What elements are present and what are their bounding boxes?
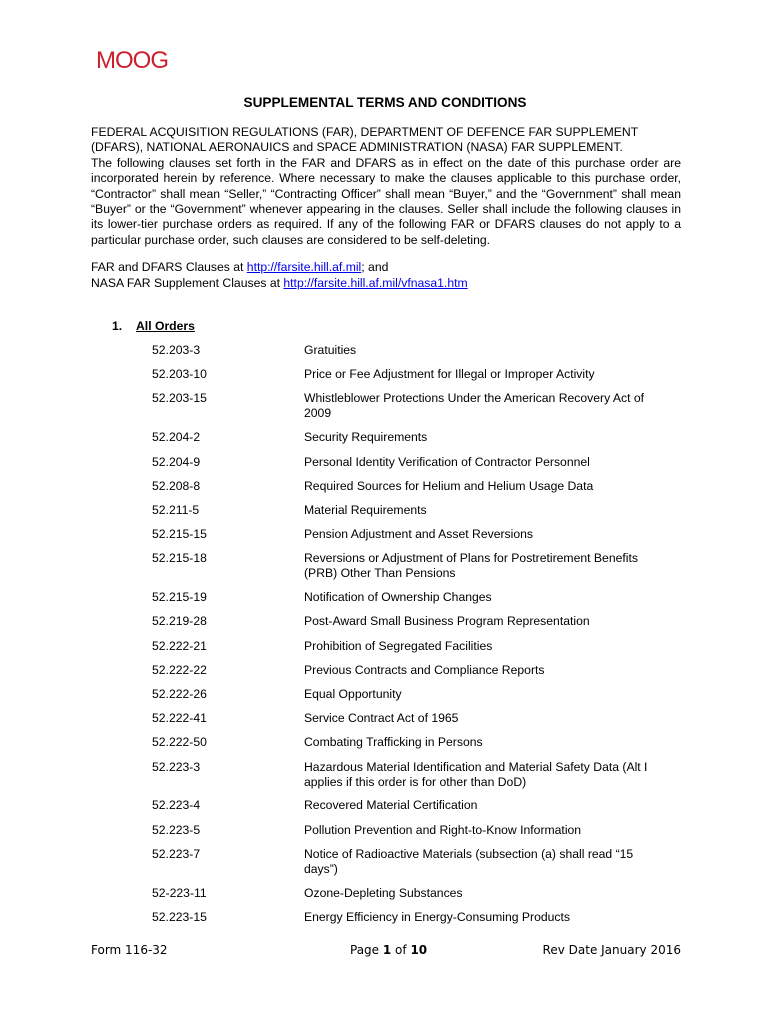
- clause-code: 52.215-19: [152, 590, 207, 604]
- clause-code: 52.204-2: [152, 430, 201, 444]
- page-indicator: [350, 943, 427, 957]
- far-link[interactable]: http://farsite.hill.af.mil: [246, 260, 362, 274]
- clause-code: 52-223-11: [152, 886, 207, 900]
- clause-description: Ozone-Depleting Substances: [304, 886, 463, 900]
- clause-code: 52.211-5: [152, 503, 200, 517]
- clause-description: Previous Contracts and Compliance Reports: [304, 663, 545, 677]
- page-footer: [91, 943, 681, 959]
- intro-paragraph: The following clauses set forth in the FAR and DFARS as in effect on the date of this purchase order are incorporated herein by reference. Where necessary to make the clauses applicable to this purchase order, “Contractor” shall mean “Seller,” “Contracting Officer” shall mean “Buyer,” and the “Government” shall mean “Buyer” or the “Government” whenever appearing in the clauses. Seller shall include the following clauses in its lower-tier purchase orders as required. If any of the following FAR or DFARS clauses do not apply to a particular purchase order, such clauses are considered to be self-deleting.: [91, 155, 681, 247]
- clause-code: 52.222-26: [152, 687, 207, 701]
- clause-code: 52.208-8: [152, 479, 201, 493]
- clause-description: Notice of Radioactive Materials (subsection (a) shall read “15 days”): [304, 847, 634, 877]
- clause-description: Reversions or Adjustment of Plans for Postretirement Benefits (PRB) Other Than Pensions: [304, 551, 638, 581]
- clause-code: 52.222-50: [152, 735, 207, 749]
- intro-heading-line1: FEDERAL ACQUISITION REGULATIONS (FAR), DEPARTMENT OF DEFENCE FAR SUPPLEMENT: [91, 125, 639, 139]
- clause-code: 52.203-3: [152, 343, 201, 357]
- section-number: 1.: [112, 319, 123, 333]
- clause-description: Gratuities: [304, 343, 357, 357]
- clause-description: Equal Opportunity: [304, 687, 402, 701]
- page-number: 1: [382, 943, 392, 957]
- nasa-prefix: NASA FAR Supplement Clauses at: [91, 276, 284, 290]
- page-title: SUPPLEMENTAL TERMS AND CONDITIONS: [243, 95, 527, 110]
- clause-description: Price or Fee Adjustment for Illegal or Improper Activity: [304, 367, 595, 381]
- clause-code: 52.222-22: [152, 663, 207, 677]
- clause-description: Whistleblower Protections Under the American Recovery Act of 2009: [304, 391, 645, 421]
- intro: [91, 125, 681, 248]
- page-total: 10: [410, 943, 428, 957]
- clause-code: 52.222-21: [152, 639, 207, 653]
- clause-code: 52.203-10: [152, 367, 207, 381]
- clause-description: Recovered Material Certification: [304, 798, 478, 812]
- clause-description: Personal Identity Verification of Contractor Personnel: [304, 455, 590, 469]
- clause-code: 52.223-3: [152, 760, 201, 774]
- clause-code: 52.223-4: [152, 798, 201, 812]
- section-heading: [112, 319, 195, 333]
- reference-links: [91, 259, 681, 291]
- clause-description: Notification of Ownership Changes: [304, 590, 492, 604]
- clause-code: 52.223-15: [152, 910, 207, 924]
- nasa-link[interactable]: http://farsite.hill.af.mil/vfnasa1.htm: [283, 276, 468, 290]
- clause-code: 52.222-41: [152, 711, 207, 725]
- moog-logo: [96, 46, 212, 72]
- clause-description: Prohibition of Segregated Facilities: [304, 639, 493, 653]
- far-suffix: ; and: [361, 260, 389, 274]
- intro-heading-line2: (DFARS), NATIONAL AERONAUICS and SPACE ADMINISTRATION (NASA) FAR SUPPLEMENT.: [91, 140, 623, 155]
- revision-date: Rev Date January 2016: [542, 943, 681, 957]
- far-prefix: FAR and DFARS Clauses at: [91, 260, 247, 274]
- clause-code: 52.219-28: [152, 614, 207, 628]
- clause-description: Material Requirements: [304, 503, 427, 517]
- clause-description: Pollution Prevention and Right-to-Know Information: [304, 823, 582, 837]
- far-link-line: [91, 259, 681, 275]
- clause-code: 52.204-9: [152, 455, 201, 469]
- clause-description: Energy Efficiency in Energy-Consuming Products: [304, 910, 570, 924]
- clause-code: 52.223-5: [152, 823, 201, 837]
- nasa-link-line: [91, 275, 681, 291]
- clause-code: 52.215-15: [152, 527, 207, 541]
- clause-description: Combating Trafficking in Persons: [304, 735, 483, 749]
- page-prefix: Page: [350, 943, 383, 957]
- clause-code: 52.203-15: [152, 391, 207, 405]
- clause-code: 52.223-7: [152, 847, 201, 861]
- clause-description: Hazardous Material Identification and Material Safety Data (Alt I applies if this order is for other than DoD): [304, 760, 648, 790]
- clause-description: Post-Award Small Business Program Representation: [304, 614, 590, 628]
- section-label: All Orders: [136, 319, 195, 333]
- clause-description: Service Contract Act of 1965: [304, 711, 459, 725]
- clause-description: Required Sources for Helium and Helium Usage Data: [304, 479, 594, 493]
- logo-text: MOOG: [96, 47, 168, 72]
- clause-code: 52.215-18: [152, 551, 207, 565]
- form-number: Form 116-32: [91, 943, 168, 957]
- clause-description: Security Requirements: [304, 430, 428, 444]
- page-of: of: [391, 943, 411, 957]
- clause-description: Pension Adjustment and Asset Reversions: [304, 527, 533, 541]
